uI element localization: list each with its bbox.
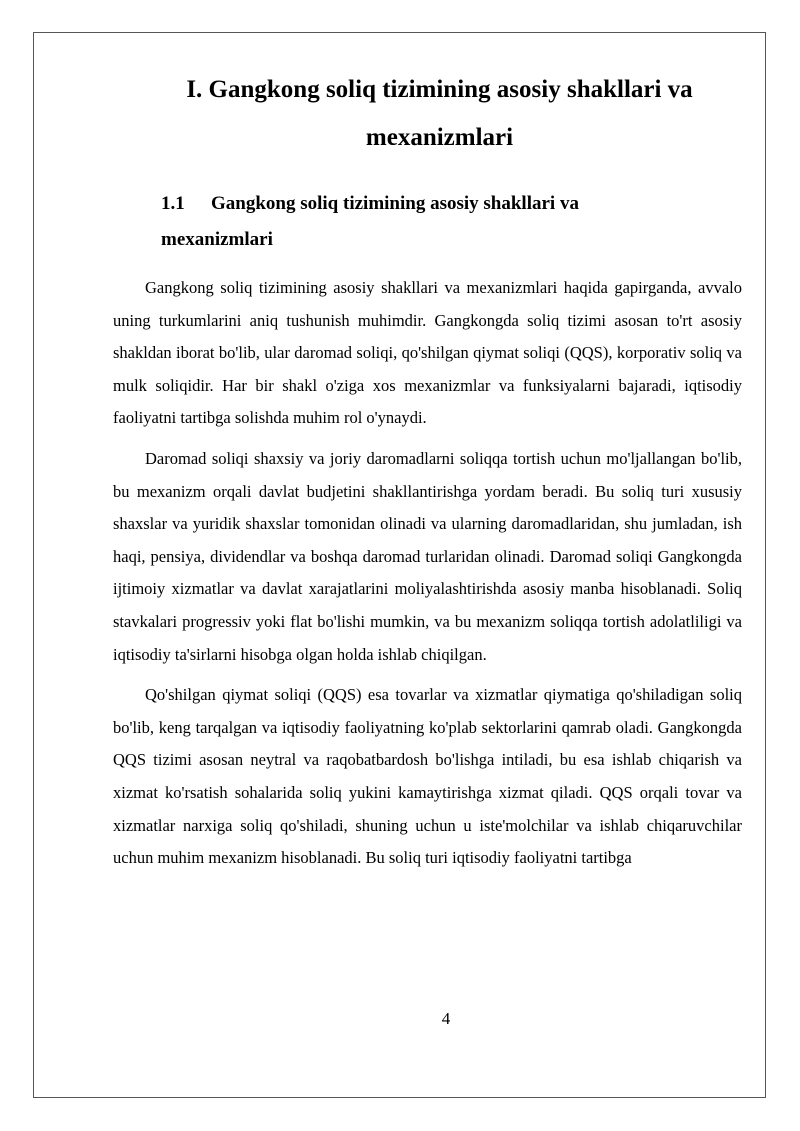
paragraph: Qo'shilgan qiymat soliqi (QQS) esa tovarlar va xizmatlar qiymatiga qo'shiladigan soliq bo'lib, keng tarqalgan va iqtisodiy faoliyatning ko'plab sektorlarini qamrab oladi. Gangkongda QQS tizimi asosan neytral va raqobatbardosh bo'lishga intiladi, bu esa ishlab chiqarish va xizmat ko'rsatish sohalarida soliq yukini kamaytirishga xizmat qiladi. QQS orqali tovar va xizmatlar narxiga soliq qo'shiladi, shuning uchun u iste'molchilar va ishlab chiqaruvchilar uchun muhim mexanizm hisoblanadi. Bu soliq turi iqtisodiy faoliyatni tartibga (113, 685, 742, 868)
page-number: 4 (441, 1009, 451, 1028)
paragraph: Daromad soliqi shaxsiy va joriy daromadlarni soliqqa tortish uchun mo'ljallangan bo'lib, bu mexanizm orqali davlat budjetini shakllantirishga yordam beradi. Bu soliq turi xususiy shaxslar va yuridik shaxslar tomonidan olinadi va ularning daromadlaridan, shu jumladan, ish haqi, pensiya, dividendlar va boshqa daromad turlaridan olinadi. Daromad soliqi Gangkongda ijtimoiy xizmatlar va davlat xarajatlarini moliyalashtirishda asosiy manba hisoblanadi. Soliq stavkalari progressiv yoki flat bo'lishi mumkin, va bu mexanizm soliqqa tortish adolatliligi va iqtisodiy ta'sirlarni hisobga olgan holda ishlab chiqilgan. (113, 448, 742, 664)
page-content (113, 66, 742, 875)
section-title (113, 186, 742, 222)
section-title-continuation (113, 222, 742, 258)
paragraph: Gangkong soliq tizimining asosiy shakllari va mexanizmlari haqida gapirganda, avvalo uning turkumlarini aniq tushunish muhimdir. Gangkongda soliq tizimi asosan to'rt asosiy shakldan iborat bo'lib, ular daromad soliqi, qo'shilgan qiymat soliqi (QQS), korporativ soliq va mulk soliqidir. Har bir shakl o'ziga xos mexanizmlar va funksiyalarni bajaradi, iqtisodiy faoliyatni tartibga solishda muhim rol o'ynaydi. (113, 278, 742, 428)
chapter-title: I. Gangkong soliq tizimining asosiy shakllari va mexanizmlari (186, 76, 693, 151)
section-title-line1: Gangkong soliq tizimining asosiy shakllari va (211, 193, 579, 214)
section-number: 1.1 (161, 193, 185, 214)
section-title-line2: mexanizmlari (161, 229, 273, 250)
